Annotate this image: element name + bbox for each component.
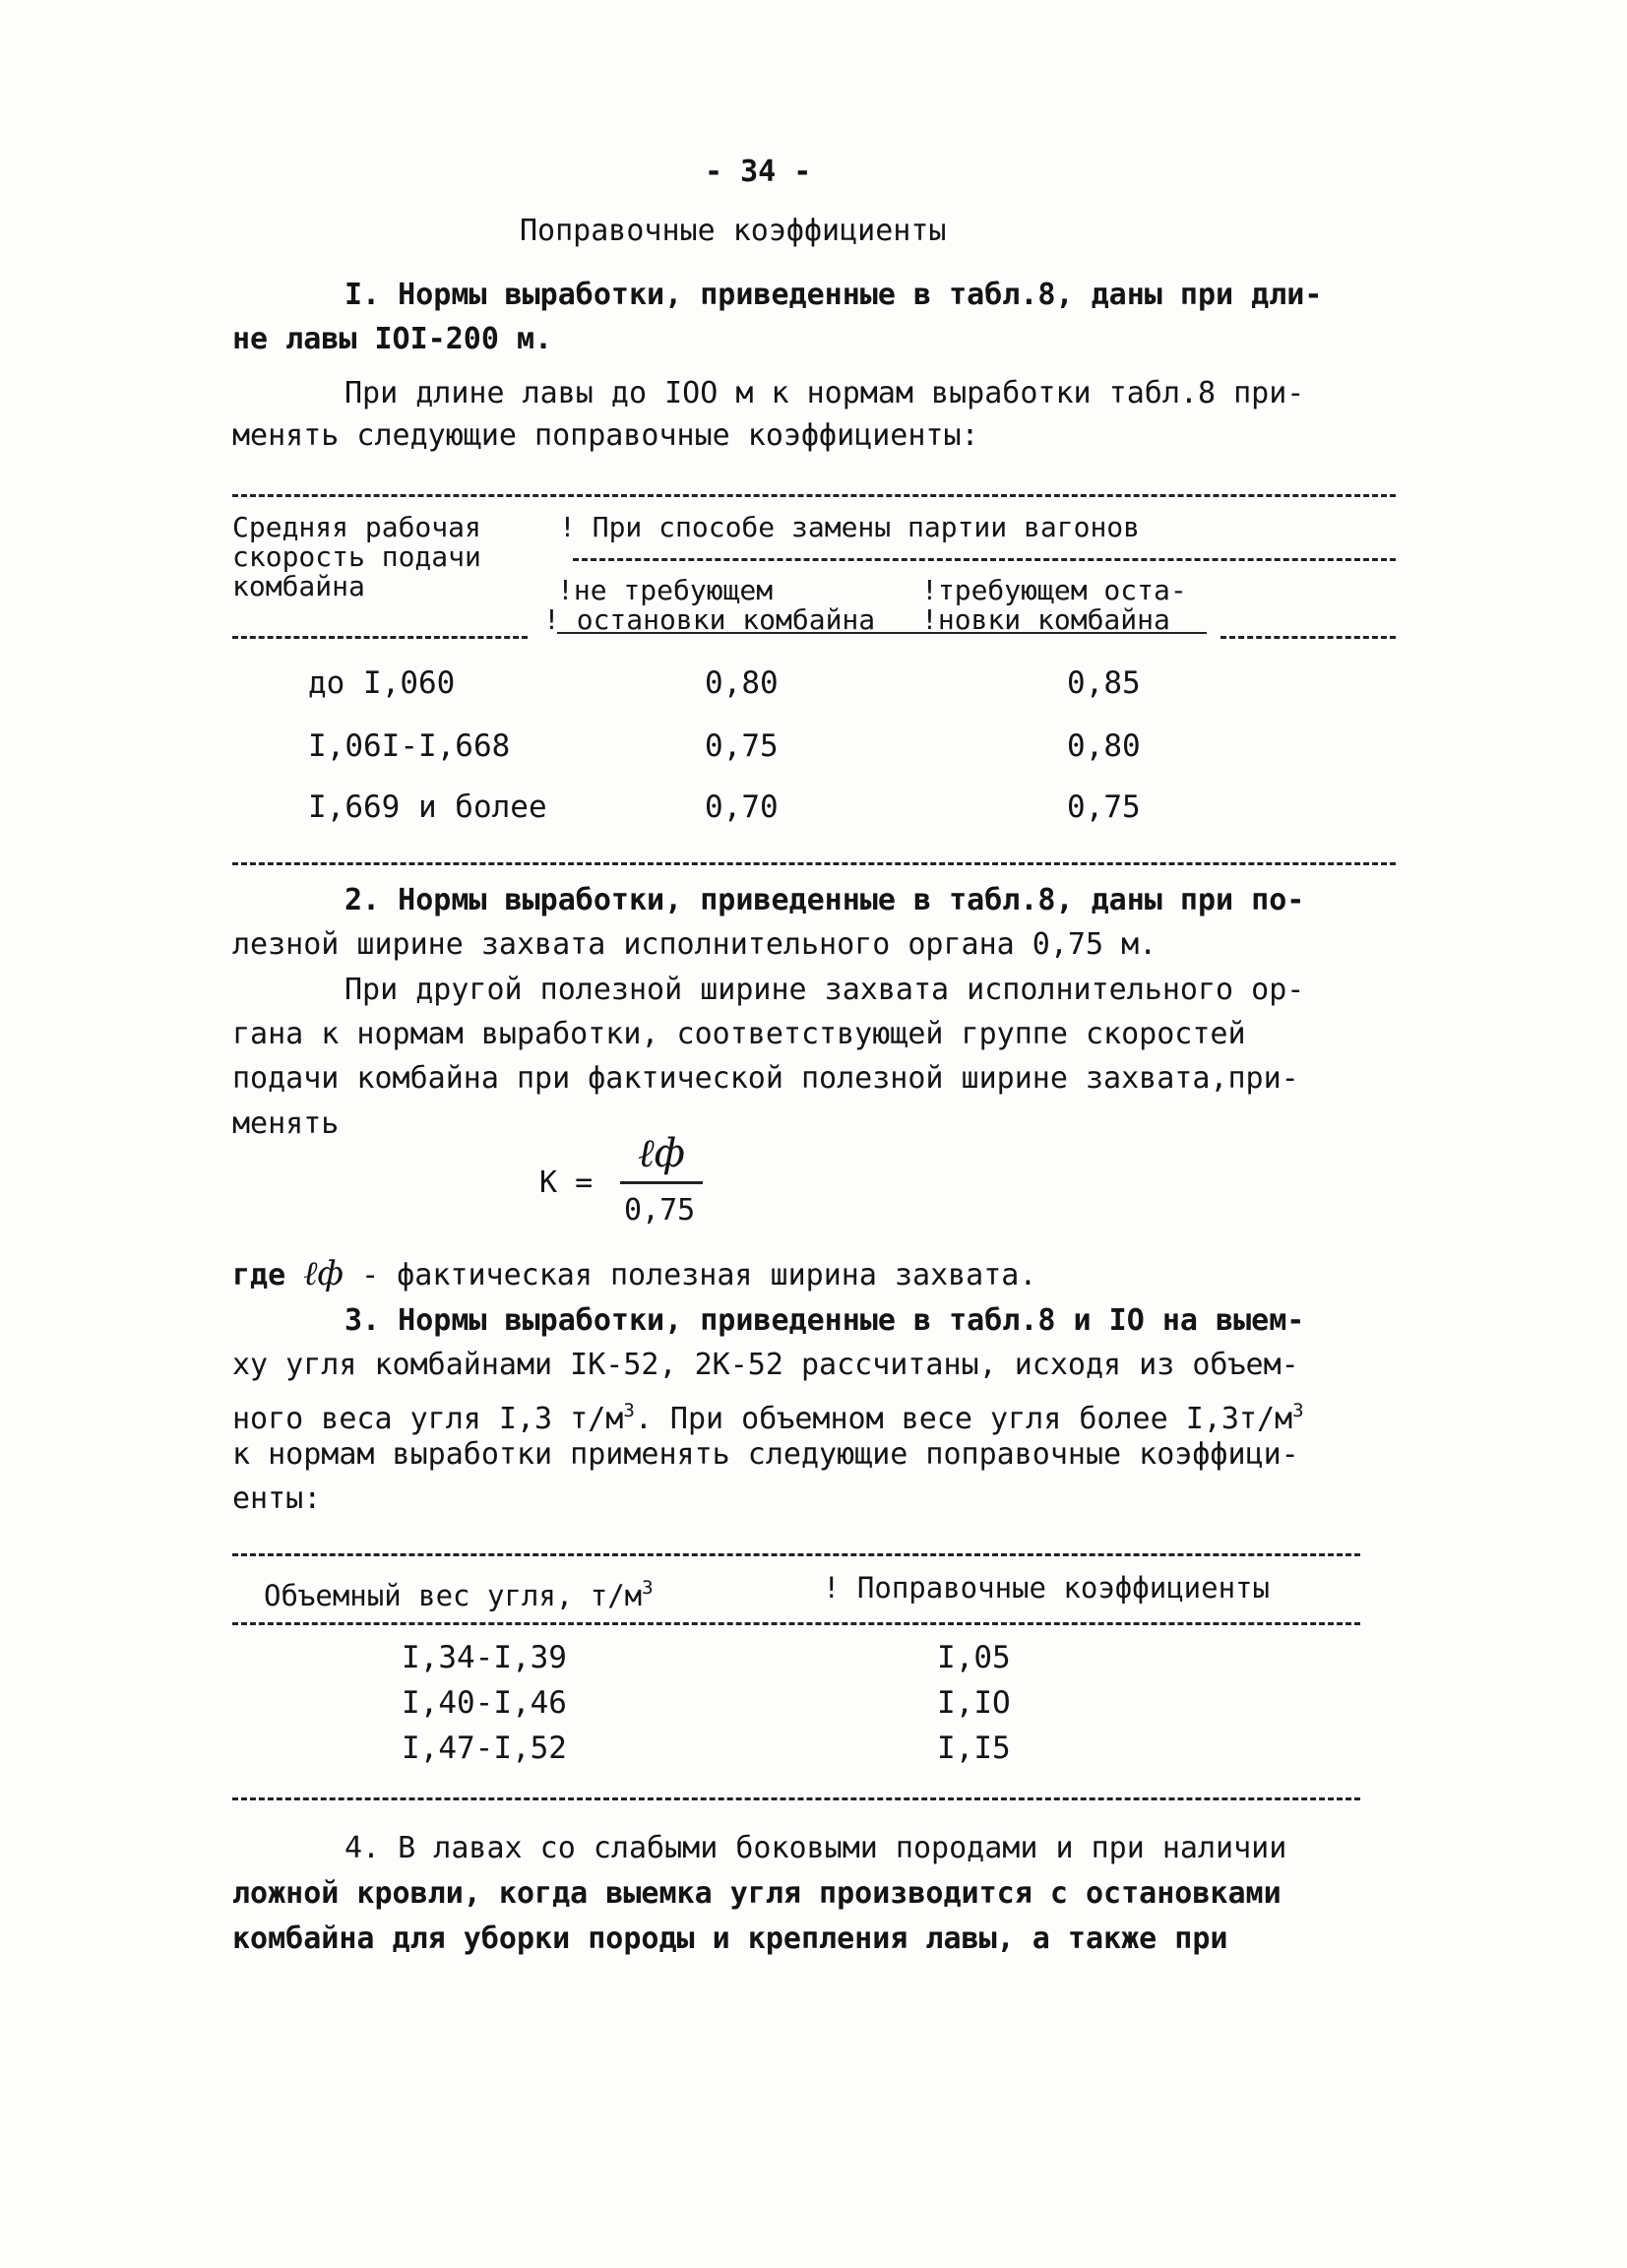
table-1-col1-header-line-1: Средняя рабочая xyxy=(232,511,481,543)
table-2-col1-header-sup: 3 xyxy=(642,1577,654,1599)
table-1-row-3-no-stop: 0,70 xyxy=(705,789,779,825)
table-1-col2-header-line-2: ! остановки комбайна xyxy=(543,603,876,636)
where-prefix: где xyxy=(232,1258,286,1292)
table-1-row-2-stop: 0,80 xyxy=(1067,728,1141,764)
where-symbol: ℓф xyxy=(303,1254,344,1293)
table-1-bottom-rule xyxy=(232,862,1396,865)
table-2-bottom-rule xyxy=(232,1797,1360,1800)
table-2-row-1-weight: I,34-I,39 xyxy=(402,1640,567,1675)
paragraph-1-line-2: не лавы IOI-200 м. xyxy=(232,322,553,356)
paragraph-5-line-2: ху угля комбайнами IК-52, 2К-52 рассчитаны, исходя из объем- xyxy=(232,1348,1299,1382)
table-1-row-1-stop: 0,85 xyxy=(1067,665,1141,701)
formula-denominator: 0,75 xyxy=(624,1193,696,1228)
table-2-col1-header xyxy=(264,1573,654,1611)
table-1-col3-header-line-1: !требующем оста- xyxy=(921,574,1187,606)
paragraph-6-line-3: комбайна для уборки породы и крепления лавы, а также при xyxy=(232,1922,1228,1956)
formula-numerator: ℓф xyxy=(638,1131,685,1176)
table-1-row-1-speed: до I,060 xyxy=(308,665,456,701)
paragraph-5-line-3-part-b: . При объемном весе угля более I,3т/м xyxy=(634,1402,1293,1436)
paragraph-4-line-3: подачи комбайна при фактической полезной ширине захвата,при- xyxy=(232,1061,1299,1096)
paragraph-5-line-5: енты: xyxy=(232,1481,322,1516)
table-2-row-3-weight: I,47-I,52 xyxy=(402,1731,567,1766)
paragraph-6-line-2: ложной кровли, когда выемка угля производится с остановками xyxy=(232,1876,1282,1911)
formula-lhs: К = xyxy=(539,1166,594,1200)
table-2-header-rule xyxy=(232,1622,1360,1625)
table-2-top-rule xyxy=(232,1553,1360,1556)
page-number: - 34 - xyxy=(705,155,812,189)
paragraph-2-line-1: При длине лавы до IOO м к нормам выработки табл.8 при- xyxy=(344,376,1305,410)
table-2-row-2-coef: I,IO xyxy=(937,1685,1011,1721)
table-2-row-1-coef: I,05 xyxy=(937,1640,1011,1675)
paragraph-5-line-1: 3. Нормы выработки, приведенные в табл.8 и IO на выем- xyxy=(344,1303,1305,1338)
table-2-col2-header: ! Поправочные коэффициенты xyxy=(823,1571,1270,1605)
paragraph-4-line-1: При другой полезной ширине захвата исполнительного ор- xyxy=(344,973,1305,1007)
table-1-group-header: ! При способе замены партии вагонов xyxy=(559,511,1141,543)
paragraph-5-line-3-part-a: ного веса угля I,3 т/м xyxy=(232,1402,624,1436)
table-1-col2-header-line-1: !не требующем xyxy=(557,574,774,606)
table-1-row-3-speed: I,669 и более xyxy=(308,789,547,825)
table-1-col1-header-line-2: скорость подачи xyxy=(232,540,481,573)
superscript-3-b: 3 xyxy=(1292,1400,1304,1421)
paragraph-3-line-2: лезной ширине захвата исполнительного органа 0,75 м. xyxy=(232,927,1158,962)
table-1-group-rule xyxy=(573,558,1396,561)
table-1-header-underline xyxy=(557,632,1207,634)
table-1-top-rule xyxy=(232,494,1396,497)
where-line xyxy=(232,1252,1036,1297)
table-1-header-rule-left xyxy=(232,636,528,639)
paragraph-1-line-1: I. Нормы выработки, приведенные в табл.8, даны при дли- xyxy=(344,278,1323,312)
table-1-col1-header-line-3: комбайна xyxy=(232,570,365,602)
table-2-col1-header-text: Объемный вес угля, т/м xyxy=(264,1579,643,1612)
paragraph-4-line-4: менять xyxy=(232,1106,340,1141)
paragraph-2-line-2: менять следующие поправочные коэффициенты: xyxy=(232,418,979,453)
paragraph-3-line-1: 2. Нормы выработки, приведенные в табл.8, даны при по- xyxy=(344,883,1305,917)
table-1-row-1-no-stop: 0,80 xyxy=(705,665,779,701)
table-1-row-3-stop: 0,75 xyxy=(1067,789,1141,825)
paragraph-4-line-2: гана к нормам выработки, соответствующей группе скоростей xyxy=(232,1017,1246,1051)
formula-fraction-bar xyxy=(620,1181,703,1184)
table-1-row-2-speed: I,06I-I,668 xyxy=(308,728,511,764)
table-1-col3-header-line-2: !новки комбайна xyxy=(921,603,1170,636)
paragraph-5-line-4: к нормам выработки применять следующие поправочные коэффици- xyxy=(232,1437,1299,1472)
table-2-row-3-coef: I,I5 xyxy=(937,1731,1011,1766)
where-text: - фактическая полезная ширина захвата. xyxy=(361,1258,1037,1292)
section-title: Поправочные коэффициенты xyxy=(520,214,947,248)
table-1-header-rule-right xyxy=(1220,636,1396,639)
table-2-row-2-weight: I,40-I,46 xyxy=(402,1685,567,1721)
superscript-3-a: 3 xyxy=(623,1400,635,1421)
table-1-row-2-no-stop: 0,75 xyxy=(705,728,779,764)
paragraph-6-line-1: 4. В лавах со слабыми боковыми породами и при наличии xyxy=(344,1831,1287,1865)
